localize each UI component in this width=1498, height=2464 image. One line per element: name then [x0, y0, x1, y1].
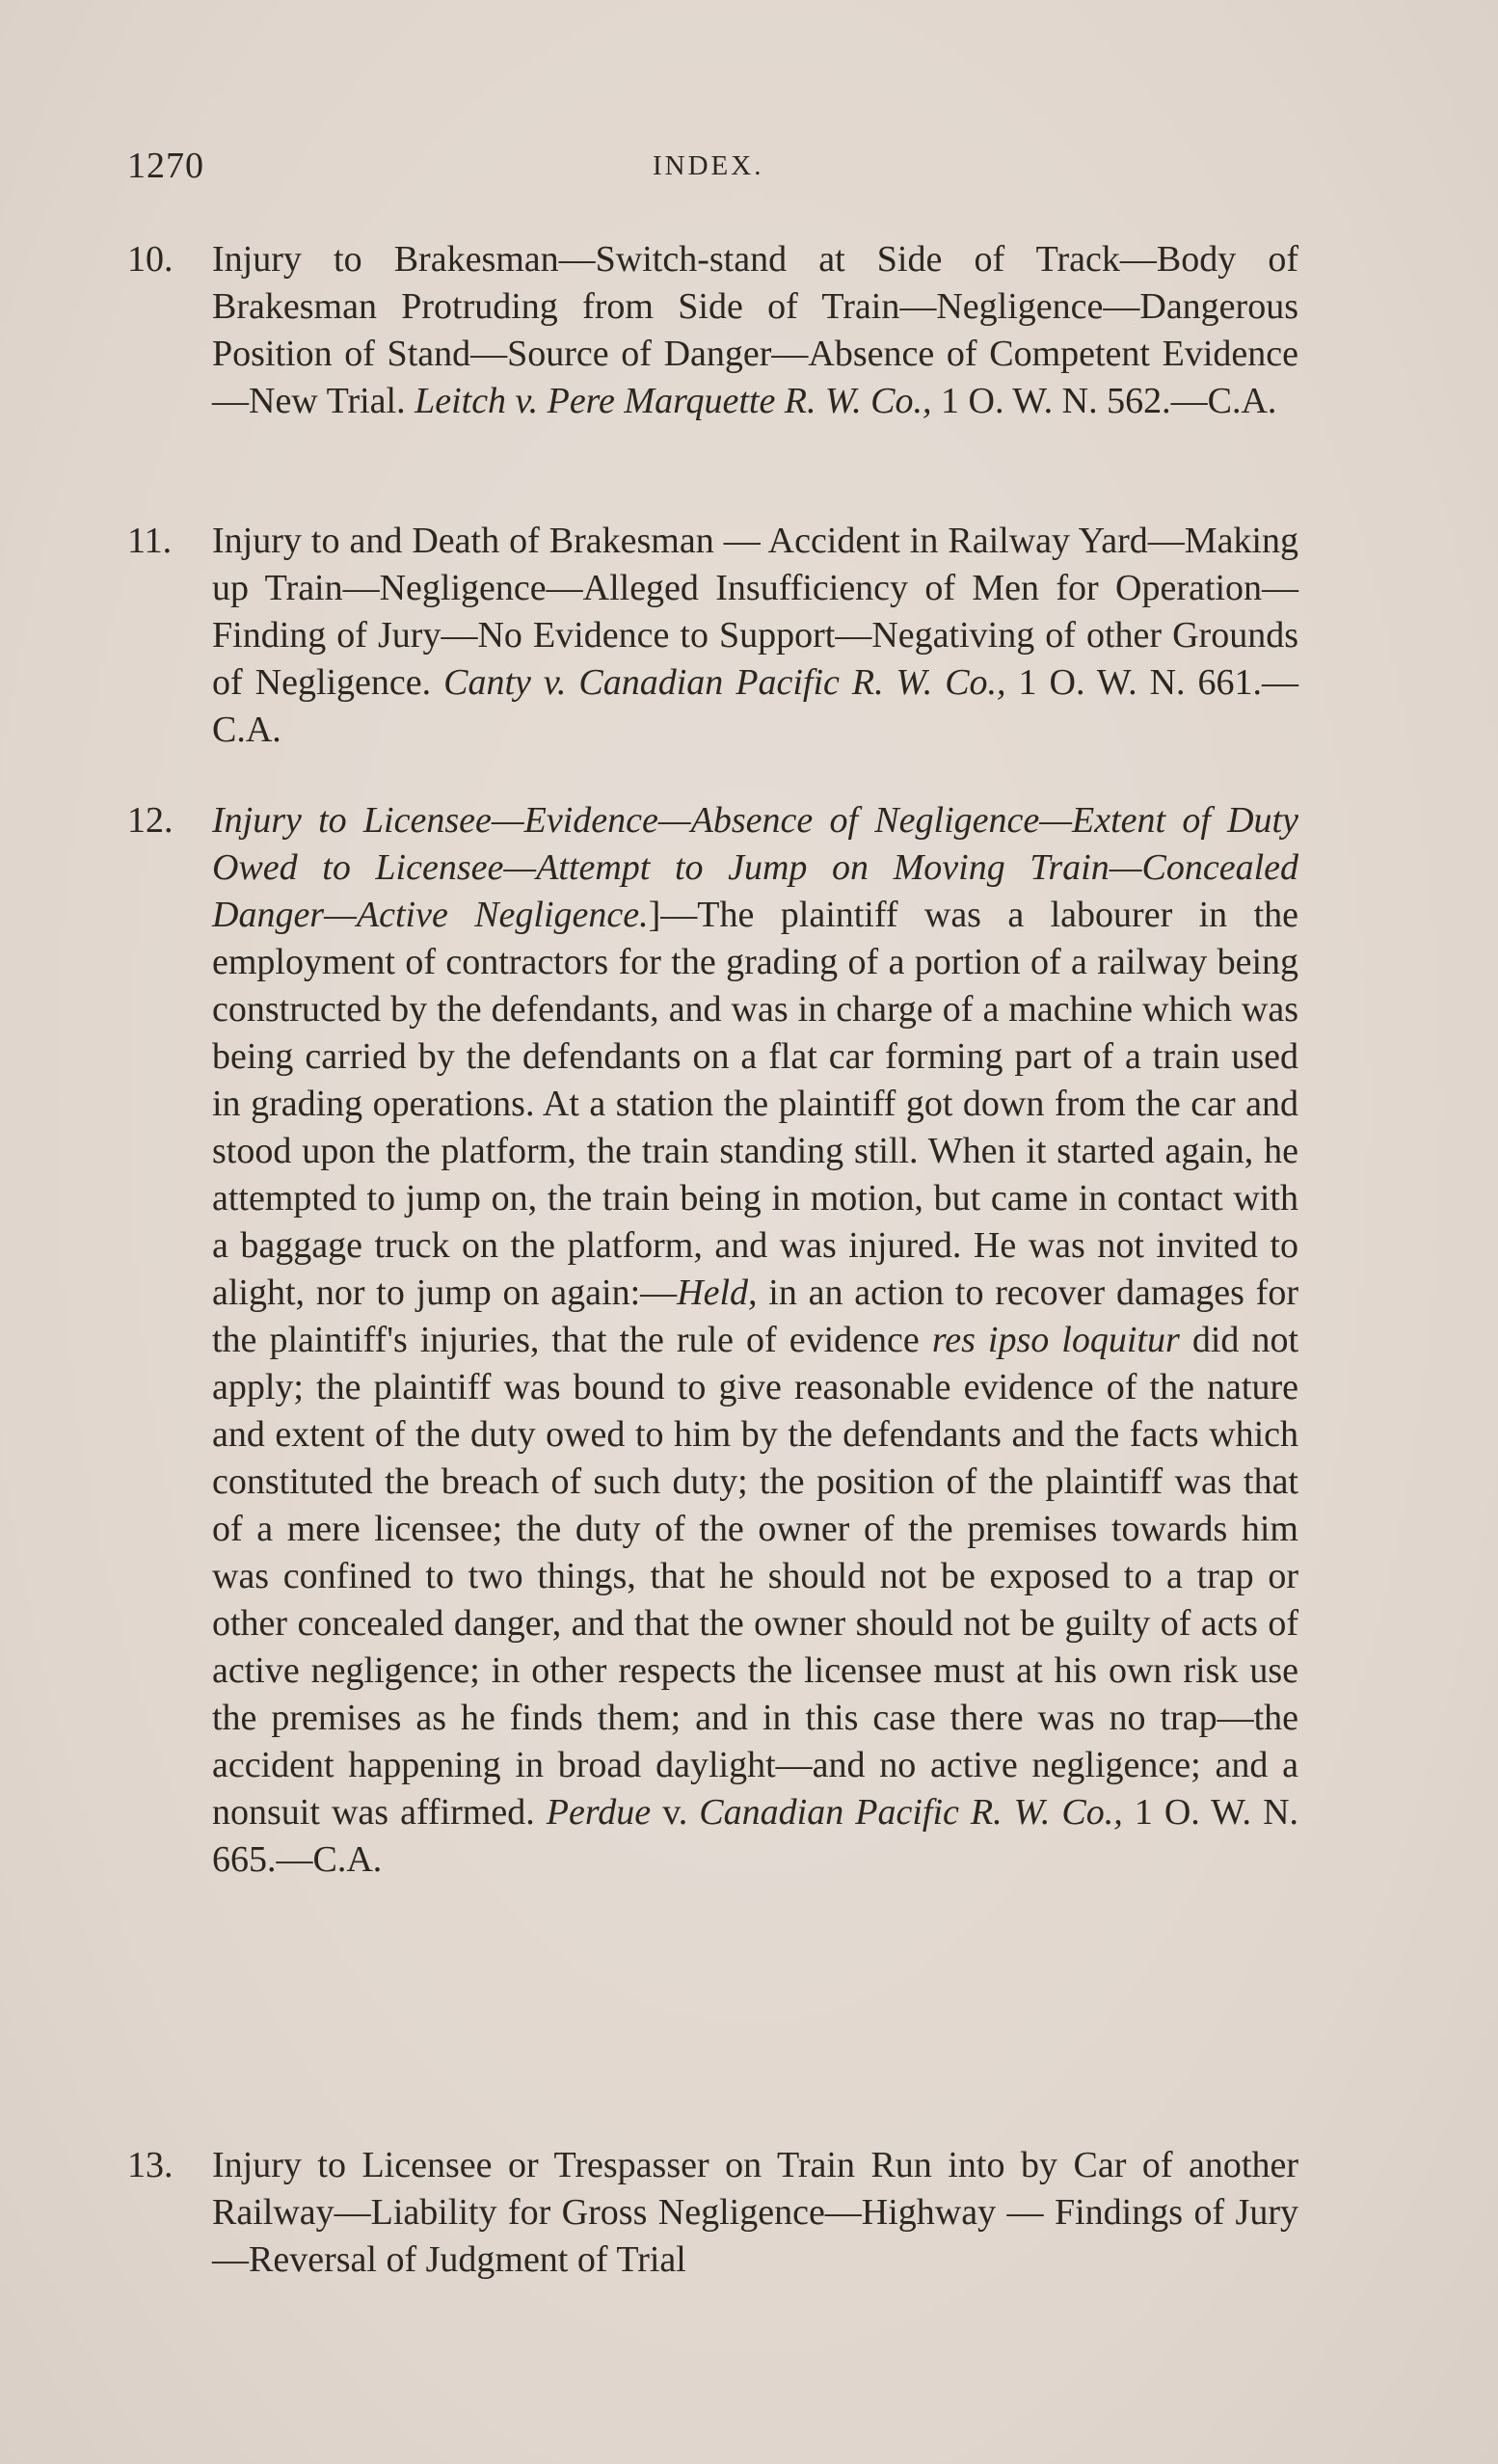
case-name: Canty v. Canadian Pacific R. W. Co.,: [443, 662, 1006, 703]
entry-text: Injury to and Death of Brakesman — Accident in Railway Yard—Making up Train—Negligence—Alleged Insufficiency of Men for Operation—Finding of Jury—No Evidence to Support—Negativing of other Grounds of Negligence.: [212, 521, 1298, 703]
citation: 1 O. W. N. 665.—C.A.: [212, 1792, 1299, 1880]
entry-text-continued: in an action to recover damages for the plaintiff's injuries, that the rule of evidence: [212, 1272, 1298, 1360]
entry-text: Injury to Licensee or Trespasser on Train Run into by Car of another Railway—Liability for Gross Negligence—Highway — Findings of Jury—Reversal of Judgment of Trial: [212, 2145, 1298, 2280]
index-entry-10: [127, 236, 1298, 425]
entry-number: 11.: [127, 521, 173, 561]
latin-phrase: res ipso loquitur: [931, 1320, 1180, 1360]
entry-text: Injury to Brakesman—Switch-stand at Side of Track—Body of Brakesman Protruding from Side of Train—Negligence—Dangerous Position of Stand—Source of Danger—Absence of Competent Evidence—New Trial.: [212, 239, 1298, 421]
index-entry-13: [127, 2142, 1298, 2284]
citation: 1 O. W. N. 562.—C.A.: [941, 381, 1277, 421]
entry-text-remainder: did not apply; the plaintiff was bound to give reasonable evidence of the nature and extent of the duty owed to him by the defendants and the facts which constituted the breach of such duty; the position of the plaintiff was that of a mere licensee; the duty of the owner of the premises towards him was confined to two things, that he should not be exposed to a trap or other concealed danger, and that the owner should not be guilty of acts of active negligence; in other respects the licensee must at his own risk use the premises as he finds them; and in this case there was no trap—the accident happening in broad daylight—and no active negligence; and a nonsuit was affirmed.: [212, 1320, 1298, 1833]
entry-body: [212, 797, 1298, 1884]
entry-text: ]—The plaintiff was a labourer in the employment of contractors for the grading of a portion of a railway being constructed by the defendants, and was in charge of a machine which was being carried by the defendants on a flat car forming part of a train used in grading operations. At a station the plaintiff got down from the car and stood upon the platform, the train standing still. When it started again, he attempted to jump on, the train being in motion, but came in contact with a baggage truck on the platform, and was injured. He was not invited to alight, nor to jump on again:—: [212, 895, 1298, 1313]
index-entry-11: [127, 518, 1298, 754]
held-label: Held,: [677, 1272, 758, 1313]
page-number: 1270: [127, 146, 204, 186]
page-header: [127, 145, 1303, 202]
entry-number: 10.: [127, 239, 174, 280]
running-head: INDEX.: [653, 150, 764, 181]
index-entry-12: [127, 797, 1298, 1884]
case-name-second: Canadian Pacific R. W. Co.,: [699, 1792, 1123, 1833]
entry-number: 13.: [127, 2145, 174, 2185]
headnote: Injury to Licensee—Evidence—Absence of Negligence—Extent of Duty Owed to Licensee—Attempt to Jump on Moving Train—Concealed Danger—Active Negligence.: [212, 800, 1298, 935]
case-name: Leitch v. Pere Marquette R. W. Co.,: [415, 381, 932, 421]
citation: 1 O. W. N. 661.—C.A.: [212, 662, 1299, 750]
entry-body: [212, 518, 1298, 754]
entry-number: 12.: [127, 800, 174, 841]
entry-body: [212, 2142, 1298, 2284]
case-versus: v.: [662, 1792, 688, 1833]
case-name: Perdue: [546, 1792, 652, 1833]
entry-body: [212, 236, 1298, 425]
